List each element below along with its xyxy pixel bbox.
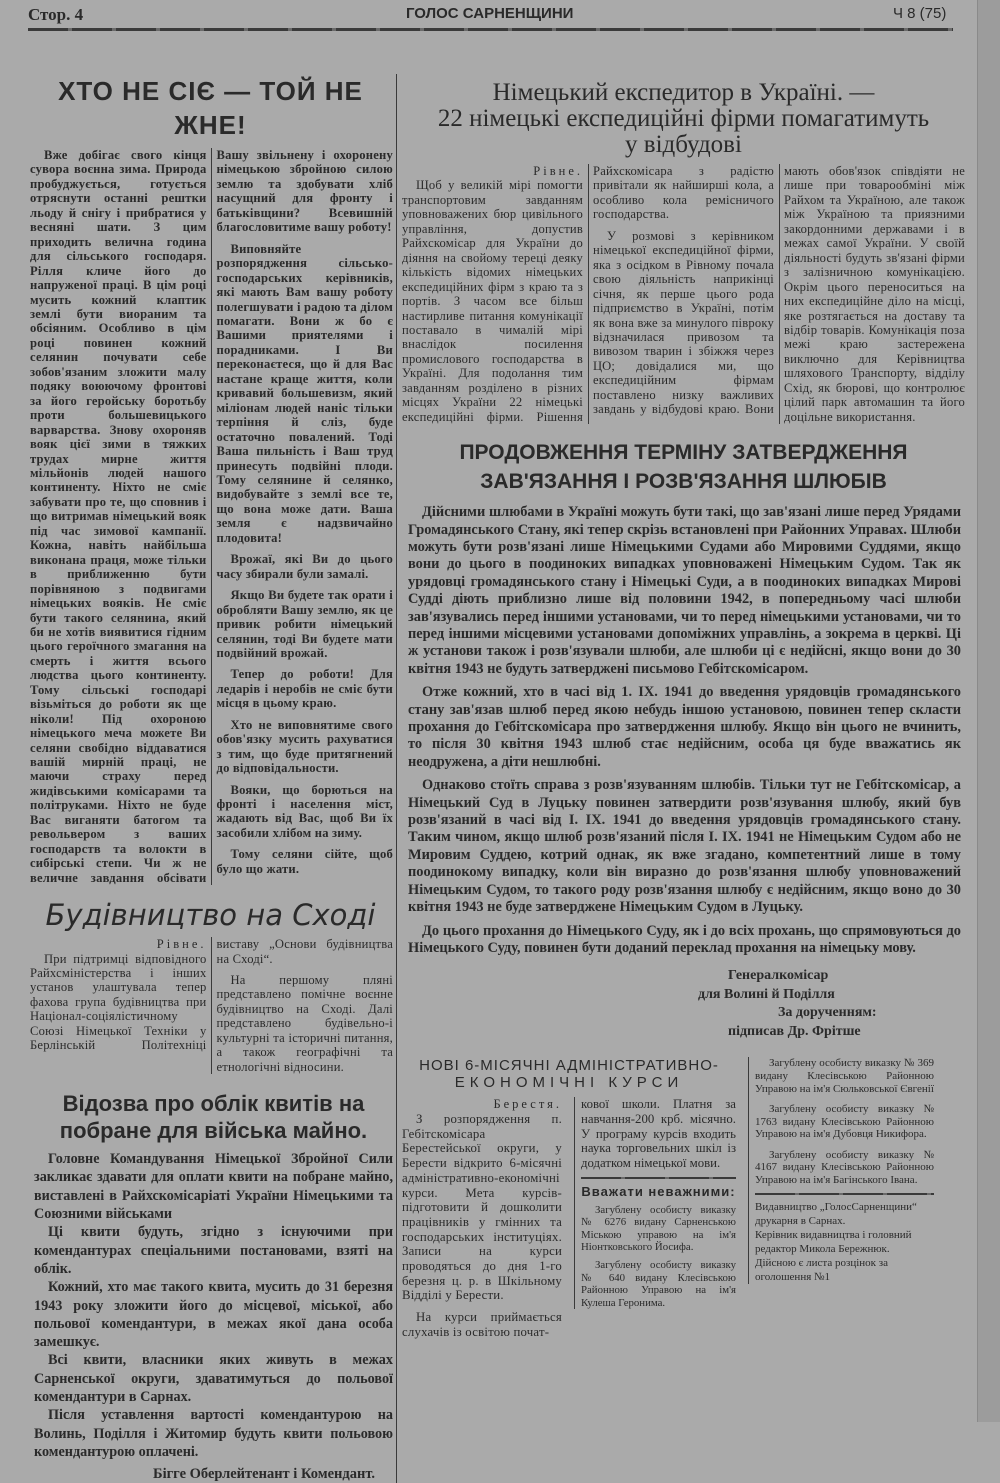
article-courses-title [402, 1057, 736, 1091]
paragraph: До цього прохання до Німецького Суду, як і до всіх прохань, що спрямовуються до Німецького Суду, повинен бути доданий переклад прохання на німецьку мову. [408, 922, 961, 956]
paragraph: Врожаї, які Ви до цього часу збирали були замалі. [216, 552, 393, 581]
dateline: Рівне. [533, 164, 583, 178]
paragraph: Тому селяни сійте, щоб було що жати. [216, 847, 393, 876]
paragraph: Отже кожний, хто в часі від 1. IX. 1941 до введення урядовців громадянського стану зав'язав шлюб перед якою небудь іншою установою, повинен тепер скласти прохання до Гебітскомісара про затвердження шлюбу. Якщо він цього не вчинить, то після 30 квітня 1943 шлюб стає недійсним, особа ця буде вважатись як неодружена, а діти нешлюбні. [408, 684, 961, 770]
section-rule [755, 1193, 934, 1195]
lost-documents-col3 [755, 1057, 934, 1186]
article-expedition-title [402, 80, 965, 158]
right-column [402, 80, 965, 1340]
article-receipts-body [28, 1150, 393, 1461]
signature-line: Генералкомісар [728, 968, 829, 984]
imprint-line: Дійсною є листа розцінок за оголошення №1 [755, 1256, 888, 1283]
lost-documents-col2 [581, 1204, 736, 1309]
title-line: ЗАВ'ЯЗАННЯ І РОЗВ'ЯЗАННЯ ШЛЮБІВ [480, 470, 887, 494]
paragraph: Щоб у великій мірі помогти транспортовим завданням уповноважених бюр цивільного управління, допустив Райхскомісар для України до діяння на свойому тереці деяку кількість відомих німецьких експедиційних фірм з краю та з портів. З часом все більш настирливе питання комунікації поставало в чималій мірі внаслідок посилення промислового господарства в Україні. Для подолання тим завданням розділено в різних місцях України 22 німецькі експедиційні фірми. Рішення Райхскомісара з радістю привітали як найширші кола, а особливо кола ремісничого господарства. [402, 164, 774, 424]
article-building-title: Будівництво на Сході [45, 898, 376, 933]
article-sow-body [28, 148, 393, 885]
paragraph: Дійсними шлюбами в Україні можуть бути такі, що зав'язані лише перед Урядами Громадянського Стану, які тепер скрізь встановлені при Районних Управах. Шлюби можуть бути розв'язані лише Німецькими Судами або Мировими Суддями, якщо вони до цього в поодиноких випадках уповноважені Німецьким Судом. Так як урядовці громадянського стану і Німецькі Суди, а в поодиноких випадках Мирові Судді діють приблизно лише від половини 1942, в попередньому часі шлюби зав'язувались перед іншими установами, чи то перед німецькими установами, чи то перед іншими місцевими установами допоміжних управлінь, а зокрема в церкві. Ці ж установи також і розв'язували шлюби, але шлюби ці є недійсні, якщо вони до 30 квітня 1943 не будуть затверджені письмово Гебітскомісаром. [408, 504, 961, 677]
article-building-body [28, 937, 393, 1074]
signature-line: для Волині й Поділля [698, 986, 835, 1002]
dateline: Рівне. [156, 937, 207, 952]
article-courses-paragraphs [402, 1112, 562, 1340]
article-receipts-signature: Бігге Оберлейтенант і Комендант. [152, 1466, 375, 1483]
section-rule [581, 1177, 736, 1179]
masthead-rule [28, 28, 953, 31]
article-courses-col2: кової школи. Платня за навчання-200 крб. місячно. У програму курсів входить наука торговельних шкіл із додатком німецької мови. [581, 1097, 736, 1171]
title-line: у відбудові [625, 131, 742, 158]
article-courses-col1 [402, 1097, 562, 1339]
article-sow-title: ХТО НЕ СІЄ — ТОЙ НЕ ЖНЕ! [58, 76, 363, 140]
paragraph: Однаково стоїть справа з розв'язуванням шлюбів. Тільки тут не Гебітскомісар, а Німецький Суд в Луцьку повинен затвердити розв'язування шлюбу, який був розв'язаний в часі від I. IX. 1941 до введення урядовців громадянського стану. Таким чином, якщо шлюб розв'язаний після I. IX. 1941 не Німецьким Судом або не Мировим Суддею, котрий однак, як вже згадано, компетентний лише в тому поодинокому випадку, коли він виразно до розв'язання шлюбу уповноважений Німецьким Судом, то такого роду розв'язання шлюбу є недійсним, якщо воно до 30 квітня 1943 не буде затверджене Німецьким Судом в Луцьку. [408, 777, 961, 916]
paragraph: Головне Командування Німецької Збройної Сили закликає здавати для оплати квити на побране майно, виставлені в Райхскомісаріаті України Німецькими та Союзними військами [34, 1151, 393, 1223]
article-marriage-signature [408, 967, 961, 1041]
lost-document-notice: Загублену особисту виказку № 6276 видану Сарненською Міською управою на ім'я Ніонтковського Йосифа. [581, 1203, 736, 1254]
article-marriage-body [402, 504, 965, 1041]
page-number: Стор. 4 [28, 5, 84, 24]
lost-documents-heading: Вважати неважними: [581, 1183, 736, 1199]
title-line: НОВІ 6-МІСЯЧНІ АДМІНІСТРАТИВНО- [419, 1057, 719, 1075]
paragraph: У розмові з керівником німецької експедиційної фірми, яка з осідком в Рівному почала свою діяльність наприкінці січня, як перше цього рода підприємство в Україні, потім як вона вже за минулого півроку відзначилася привозом та вивозом тварин і збіжжя через ЦО; довідалися ми, що експедиційним фірмам поставлено низку важливих завдань у відбудові краю. Вони мають обов'язок співдіяти не лише при товарообміні між Райхом та Україною, але також між Україною та приязними закордонними державами і в межах самої України. У своїй діяльності будуть зв'язані фірми з залізничною комунікацією. Окрім цього переноситься на них експедиційне діло на місці, яке розтягається на доставу та відбір товарів. Комунікація поза межі краю застережена виключно для Керівництва шляхового Транспорту, відділу Схід, як бюрові, що контролює цілий парк автомашин та його доцільне використання. [593, 164, 965, 424]
paragraph: Виповняйте розпорядження сільсько-господарських керівників, які мають Вам вашу роботу полегшувати і радою та ділом помагати. Вони ж бо є Вашими приятелями і порадниками. І Ви переконаєтеся, що й для Вас настане краще життя, коли кривавий большевизм, який міліонам людей наніс тільки терпіння й сліз, буде остаточно повалений. Тоді Ваша пильність і Ваш труд принесуть подвійні плоди. Тому селянине й селянко, видобувайте з землі все те, що вона може дати. Ваша земля є надзвичайно плодовита! [216, 241, 393, 545]
imprint-line: Керівник видавництва і головний редактор Микола Бережнюк. [755, 1228, 912, 1255]
article-marriage-title [402, 438, 965, 496]
paragraph: Якщо Ви будете так орати і обробляти Вашу землю, як це привик робити німецький селянин, тоді Ви будете мати подвійний врожай. [216, 588, 393, 660]
title-line: ЕКОНОМІЧНІ КУРСИ [454, 1074, 684, 1092]
issue-number: Ч 8 (75) [893, 5, 947, 22]
article-courses-col2-wrap [574, 1097, 736, 1309]
paragraph: Вже добігає свого кінця сувора воєнна зима. Природа пробуджується, готується отряснути останні рештки льоду й снігу і прибратися у весняні шати. З цим приходить велична година для сільського господаря. Рілля кличе його до напруженої праці. В цім році мусить кожний клаптик землі бути виораним та обсіяним. Особливо в цім році повинен кожний селянин почувати себе зобов'язаним зложити малу подяку воюючому фронтові за його геройську боротьбу проти большевицького варварства. Знову охороняв вояк цієї зими в тяжких трудах мирне життя мільйонів людей нашого континенту. Ніхто не сміє забувати про те, що сповнив і що витримав німецький вояк під час зимової кампанії. Кожна, навіть найбільша виконана праця, може тільки в приближенню бути порівняною з подвигами німецьких вояків. Не сміє бути такого селянина, який би не хотів виявитися гідним цього героїчного змагання на смерть і життя всього людства цього континенту. Тому сільські господарі візьміться до роботи як ще ніколи! Під охороною німецького меча можете Ви селяни свобідно віддаватися вашій мирній праці, не маючи страху перед жидівськими комісарами та політруками. Ніхто не буде Вас виганяти батогом та револьвером з ваших господарств та волокти в сибірські степи. Чи ж не величне завдання обсівати Вашу звільнену і охоронену німецькою збройною силою землю та здобувати хліб насущний для фронту і батьківщини? Всевишній благословитиме вашу роботу! [30, 148, 393, 885]
paragraph: З розпорядження п. Гебітскомісара Берестейської округи, у Берести відкрито 6-місячні адміністративно-економічні курси. Мета курсів-підготовити й дошколити працівників у гмінних та господарських інституціях. Записи на курси проводяться до дня 1-го березня ц. р. в Шкільному Відділі у Берести. [402, 1112, 562, 1303]
dateline: Берестя. [493, 1097, 562, 1112]
bottom-section [402, 1057, 965, 1339]
paragraph: Тепер до роботи! Для ледарів і неробів не сміє бути місця в цьому краю. [216, 667, 393, 711]
article-marriage-paragraphs [408, 504, 961, 957]
lost-document-notice: Загублену особисту виказку № 1763 видану Клесівською Районною Управою на ім'я Дубовця Никифора. [755, 1103, 934, 1141]
paragraph: Вояки, що борються на фронті і населення міст, жадають від Вас, щоб Ви їх засобили хлібом на зиму. [216, 782, 393, 840]
scan-edge [977, 0, 1000, 1422]
title-line: ПРОДОВЖЕННЯ ТЕРМІНУ ЗАТВЕРДЖЕННЯ [459, 441, 908, 465]
paragraph: Хто не виповнятиме свого обов'язку мусить рахуватися з тим, що буде притягнений до відповідальности. [216, 717, 393, 776]
signature-line: підписав Др. Фрітше [728, 1023, 861, 1039]
bottom-right-column [748, 1057, 934, 1283]
paragraph: При підтримці відповідного Райхсміністерства і інших установ улаштувала тепер фахова група будівництва при Націонал-соціялістичному Союзі Німецької Техніки у Берлінській Політехніці виставу „Основи будівництва на Сході“. [30, 937, 393, 1053]
title-line: 22 німецькі експедиційні фірми помагатимуть [437, 105, 930, 132]
imprint [755, 1200, 934, 1284]
paragraph: На першому пляні представлено помічне воєнне будівництво на Сході. Далі представлено будівельно-і культурні та історичні питання, а також географічні та етнологічні відносини. [216, 973, 393, 1074]
paragraph: На курси приймається слухачів із освітою почат- [402, 1310, 562, 1339]
article-building-paragraphs [30, 937, 393, 1074]
paragraph: Після уставлення вартості комендантурою на Волинь, Поділля і Житомир будуть квити польовою комендантурою оплачені. [34, 1407, 393, 1460]
signature-line: За дорученням: [778, 1005, 877, 1021]
lost-document-notice: Загублену особисту виказку № 369 видану Клесівською Районною Управою на ім'я Сюльковської Євгенії [755, 1057, 934, 1095]
newspaper-name: ГОЛОС САРНЕНЩИНИ [406, 5, 574, 22]
lost-document-notice: Загублену особисту виказку № 4167 видану Клесівською Районною Управою на ім'я Багінського Івана. [755, 1148, 934, 1187]
article-expedition-paragraphs [402, 164, 965, 424]
imprint-line: Видавництво „ГолосСарненщини“ друкарня в Сарнах. [755, 1200, 917, 1227]
left-column [28, 74, 397, 1483]
paragraph: Ці квити будуть, згідно з існуючими при комендантурах спеціальними постановами, взяті на облік. [34, 1224, 393, 1277]
paragraph: Всі квити, власники яких живуть в межах Сарненської округи, здаватимуться до польової комендантури в Сарнах. [34, 1352, 393, 1406]
title-line: Німецький експедитор в Україні. — [492, 79, 875, 106]
paragraph: Кожний, хто має такого квита, мусить до 31 березня 1943 року зложити його до місцевої, міської, або польової комендантури, в межах якої дана особа замешкує. [34, 1279, 393, 1351]
lost-document-notice: Загублену особисту виказку № 640 видану Клесівською Районною Управою на ім'я Кулеша Геронима. [581, 1259, 736, 1309]
article-receipts-title: Відозва про облік квитів на побране для війська майно. [59, 1091, 368, 1144]
article-expedition-body [402, 164, 965, 424]
